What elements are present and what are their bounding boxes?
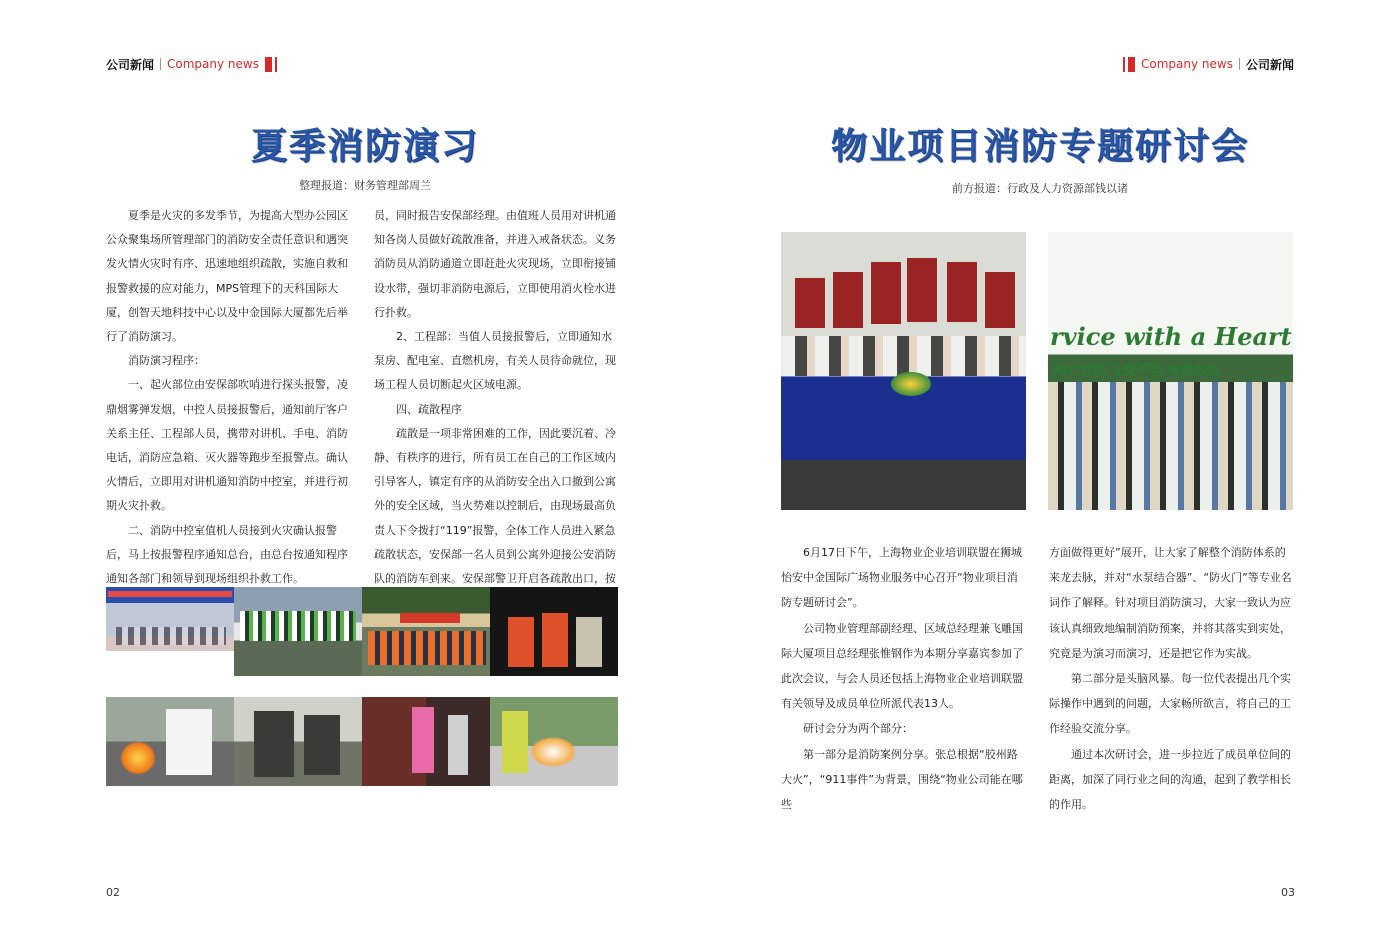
paragraph: 夏季是火灾的多发季节，为提高大型办公园区公众聚集场所管理部门的消防安全责任意识和遇突发火情火灾时有序、迅速地组织疏散，实施自救和报警救援的应对能力，MPS管理下的天科国际大厦，创智天地科技中心以及中金国际大厦都先后举行了消防演习。 — [106, 209, 348, 344]
paragraph: 通过本次研讨会，进一步拉近了成员单位间的距离，加深了同行业之间的沟通，起到了教学相长的作用。 — [1049, 747, 1291, 812]
left-column-2 — [374, 204, 620, 615]
paragraph: 研讨会分为两个部分： — [803, 722, 913, 736]
drill-photo-6 — [234, 697, 362, 786]
left-header-red-bar-icon — [265, 57, 272, 72]
paragraph: 四、疏散程序 — [396, 402, 462, 416]
paragraph: 员，同时报告安保部经理。由值班人员用对讲机通知各岗人员做好疏散准备，并进入戒备状态。义务消防员从消防通道立即赶赴火灾现场，立即衔接铺设水带，强切非消防电源后，立即使用消火栓水进行扑救。 — [374, 209, 616, 319]
paragraph: 第二部分是头脑风暴。每一位代表提出几个实际操作中遇到的问题，大家畅所欲言，将自己的工作经验交流分享。 — [1049, 672, 1291, 736]
paragraph: 6月17日下午，上海物业企业培训联盟在狮城怡安中金国际广场物业服务中心召开“物业项目消防专题研讨会”。 — [781, 546, 1022, 610]
left-byline: 整理报道：财务管理部周兰 — [299, 179, 431, 192]
right-header-red-bar-icon — [1128, 57, 1135, 72]
seminar-meeting-photo — [781, 232, 1026, 510]
right-header-cn: 公司新闻 — [1245, 57, 1294, 72]
drill-photo-2 — [234, 587, 362, 676]
service-banner-cn: 用心发现 无微不至 尽善尽美 — [1054, 364, 1220, 379]
right-header-divider — [1239, 58, 1240, 70]
left-header-cn: 公司新闻 — [106, 57, 155, 72]
paragraph: 方面做得更好”展开，让大家了解整个消防体系的来龙去脉，并对“水泵结合器”、“防火门”等专业名词作了解释。针对项目消防演习，大家一致认为应该认真细致地编制消防预案，并将其落实到实处，究竟是为演习而演习，还是把它作为实战。 — [1049, 546, 1292, 660]
seminar-group-photo — [1048, 232, 1293, 510]
drill-photo-1 — [106, 587, 234, 676]
drill-photo-7 — [362, 697, 490, 786]
left-header-en: Company news — [167, 57, 259, 71]
right-column-1 — [781, 540, 1027, 817]
paragraph: 二、消防中控室值机人员接到火灾确认报警后，马上按报警程序通知总台，由总台按通知程序通知各部门和领导到现场组织扑救工作。 — [106, 523, 348, 586]
paragraph: 公司物业管理部副经理、区域总经理兼飞雕国际大厦项目总经理张惟钢作为本期分享嘉宾参加了此次会议，与会人员还包括上海物业企业培训联盟有关领导及成员单位所派代表13人。 — [781, 621, 1023, 711]
paragraph: 第一部分是消防案例分享。张总根据“胶州路大火”，“911事件”为背景，围绕“物业公司能在哪些 — [781, 747, 1023, 812]
paragraph: 消防演习程序： — [128, 354, 205, 368]
right-article-title: 物业项目消防专题研讨会 — [830, 126, 1249, 167]
paragraph: 一、起火部位由安保部吹哨进行探头报警，凌鼎烟雾弹发烟，中控人员接报警后，通知前厅客户关系主任、工程部人员，携带对讲机、手电、消防电话，消防应急箱、灭火器等跑步至报警点。确认火情后，立即用对讲机通知消防中控室，并进行初期火灾扑救。 — [106, 378, 348, 513]
left-header-divider — [160, 58, 161, 70]
drill-photo-4 — [490, 587, 618, 676]
right-header-en: Company news — [1141, 57, 1233, 71]
left-article-title: 夏季消防演习 — [250, 126, 479, 167]
paragraph: 疏散是一项非常困难的工作，因此要沉着、冷静、有秩序的进行，所有员工在自己的工作区域内引导客人，镇定有序的从消防安全出入口撤到公寓外的安全区域，当火势难以控制后，由现场最高负责人下令拨打“119”报警，全体工作人员进入紧急疏散状态，安保部一名人员到公寓外迎接公安消防队的消防车到来。安保部警卫开启各疏散出口，按 — [374, 426, 616, 586]
right-column-2 — [1049, 540, 1295, 817]
drill-photo-8 — [490, 697, 618, 786]
right-page-number: 03 — [1281, 886, 1295, 899]
paragraph: 2、工程部：当值人员接报警后，立即通知水泵房、配电室、直燃机房，有关人员待命就位，现场工程人员切断起火区域电源。 — [374, 330, 616, 392]
right-byline: 前方报道：行政及人力资源部钱以诸 — [952, 182, 1128, 195]
drill-photo-3 — [362, 587, 490, 676]
drill-photo-5 — [106, 697, 234, 786]
left-page-number: 02 — [106, 886, 120, 899]
service-banner-text: rvice with a Heart — [1050, 322, 1292, 351]
right-header — [1128, 55, 1294, 73]
left-header — [106, 55, 272, 73]
